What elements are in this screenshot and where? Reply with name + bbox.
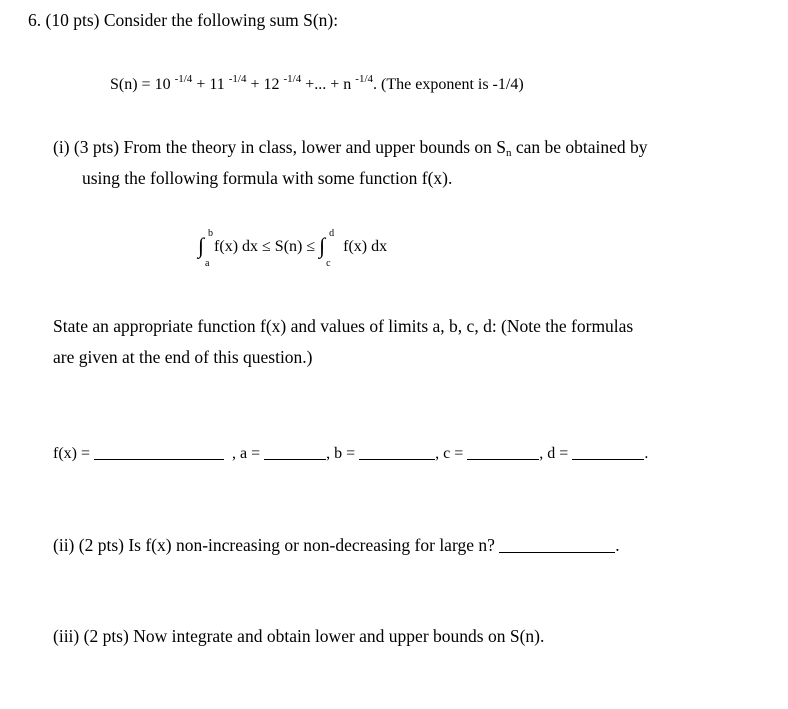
sum-term-3: + 12 bbox=[250, 76, 280, 93]
question-header: 6. (10 pts) Consider the following sum S(n): bbox=[28, 10, 339, 30]
part3-line: (iii) (2 pts) Now integrate and obtain lower and upper bounds on S(n). bbox=[53, 626, 545, 646]
b-answer-blank[interactable] bbox=[359, 445, 435, 460]
integral-end: f(x) dx bbox=[343, 238, 388, 255]
sum-exponent-1: -1/4 bbox=[174, 73, 193, 85]
part1-text-a: (i) (3 pts) From the theory in class, lower and upper bounds on S bbox=[53, 137, 506, 157]
part2-text: (ii) (2 pts) Is f(x) non-increasing or non-decreasing for large n? bbox=[53, 535, 495, 555]
instruction-line2: are given at the end of this question.) bbox=[53, 347, 313, 367]
a-label: , a = bbox=[232, 445, 261, 462]
integral-inequality bbox=[198, 228, 518, 273]
sum-lhs: S(n) = 10 bbox=[110, 76, 171, 93]
f-label: f(x) = bbox=[53, 445, 91, 462]
upper-limit-b: b bbox=[208, 228, 213, 239]
part1-line2: using the following formula with some function f(x). bbox=[82, 168, 453, 188]
integral-sign-2: ∫ bbox=[319, 233, 326, 258]
integral-middle: f(x) dx ≤ S(n) ≤ bbox=[214, 238, 316, 255]
sum-definition bbox=[110, 73, 524, 93]
instruction-line1: State an appropriate function f(x) and values of limits a, b, c, d: (Note the formulas bbox=[53, 316, 634, 336]
part2-answer-blank[interactable] bbox=[499, 538, 615, 553]
c-label: , c = bbox=[435, 445, 464, 462]
integral-sign-1: ∫ bbox=[198, 233, 205, 258]
sum-term-2: + 11 bbox=[196, 76, 225, 93]
part2-line bbox=[53, 536, 620, 555]
sum-term-n: +... + n bbox=[305, 76, 352, 93]
f-answer-blank[interactable] bbox=[94, 445, 224, 460]
answer-row-period: . bbox=[644, 445, 649, 462]
part1-text-b: can be obtained by bbox=[515, 137, 648, 157]
sum-tail: . (The exponent is -1/4) bbox=[373, 76, 524, 93]
c-answer-blank[interactable] bbox=[467, 445, 539, 460]
b-label: , b = bbox=[326, 445, 356, 462]
part1-subscript: n bbox=[505, 147, 512, 159]
d-label: , d = bbox=[539, 445, 569, 462]
sum-exponent-3: -1/4 bbox=[283, 73, 302, 85]
answer-row bbox=[53, 443, 648, 462]
d-answer-blank[interactable] bbox=[572, 445, 644, 460]
sum-exponent-n: -1/4 bbox=[355, 73, 374, 85]
sum-exponent-2: -1/4 bbox=[228, 73, 247, 85]
a-answer-blank[interactable] bbox=[264, 445, 326, 460]
part1-line1 bbox=[53, 139, 648, 157]
part2-period: . bbox=[615, 535, 620, 555]
lower-limit-a: a bbox=[205, 258, 210, 269]
upper-limit-d: d bbox=[329, 228, 335, 239]
lower-limit-c: c bbox=[326, 258, 331, 269]
